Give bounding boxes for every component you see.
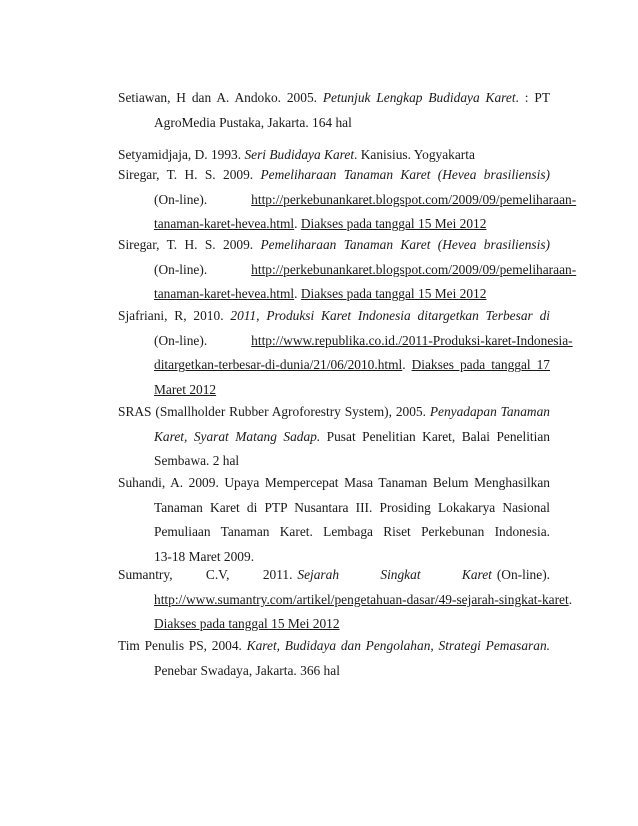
reference-url-link[interactable]: tanaman-karet-hevea.html — [154, 286, 295, 302]
article-title: Pemeliharaan Tanaman Karet (Hevea brasiliensis) — [260, 237, 550, 252]
access-date: Diakses pada tanggal 15 Mei 2012 — [300, 286, 487, 302]
reference-url-link[interactable]: ditargetkan-terbesar-di-dunia/21/06/2010.html — [154, 357, 403, 373]
reference-line: Sembawa. 2 hal — [154, 453, 240, 469]
article-title: Penyadapan Tanaman — [429, 404, 550, 419]
access-date: Diakses pada tanggal 15 Mei 2012 — [300, 216, 487, 232]
reference-siregar-1 — [118, 163, 577, 237]
reference-line: Penebar Swadaya, Jakarta. 366 hal — [154, 662, 340, 678]
reference-line: tanaman-karet-hevea.html. Diakses pada tanggal 15 Mei 2012 — [154, 286, 487, 302]
reference-line: SRAS (Smallholder Rubber Agroforestry System), 2005. Penyadapan Tanaman — [118, 404, 550, 419]
reference-line: 13-18 Maret 2009. — [154, 549, 255, 565]
reference-sjafriani — [118, 304, 573, 403]
reference-sras — [118, 400, 550, 474]
reference-line: Pemuliaan Tanaman Karet. Lembaga Riset Perkebunan Indonesia. — [154, 524, 550, 540]
reference-siregar-2 — [118, 233, 577, 307]
reference-line: ditargetkan-terbesar-di-dunia/21/06/2010.html. Diakses pada tanggal 17 — [154, 357, 550, 373]
article-title: 2011, Produksi Karet Indonesia ditargetkan Terbesar di — [230, 308, 550, 323]
reference-suhandi — [118, 471, 550, 570]
reference-line: Karet, Syarat Matang Sadap. Pusat Penelitian Karet, Balai Penelitian — [154, 428, 550, 444]
reference-line: Tim Penulis PS, 2004. Karet, Budidaya dan Pengolahan, Strategi Pemasaran. — [118, 638, 550, 653]
reference-url-link[interactable]: http://perkebunankaret.blogspot.com/2009/09/pemeliharaan- — [251, 261, 577, 277]
book-title: Petunjuk Lengkap Budidaya Karet — [322, 90, 516, 105]
reference-line: Siregar, T. H. S. 2009. Pemeliharaan Tanaman Karet (Hevea brasiliensis) — [118, 163, 550, 188]
reference-sumantry — [118, 563, 573, 637]
book-title: Karet, Budidaya dan Pengolahan, Strategi Pemasaran. — [246, 638, 550, 653]
reference-url-link[interactable]: tanaman-karet-hevea.html — [154, 216, 295, 232]
access-date: Diakses pada tanggal 17 — [411, 357, 550, 373]
reference-line: (On-line). http://perkebunankaret.blogspot.com/2009/09/pemeliharaan- — [154, 261, 577, 277]
reference-line: Siregar, T. H. S. 2009. Pemeliharaan Tanaman Karet (Hevea brasiliensis) — [118, 233, 550, 258]
reference-line: Tanaman Karet di PTP Nusantara III. Prosiding Lokakarya Nasional — [154, 499, 550, 515]
access-date: Maret 2012 — [154, 382, 217, 398]
reference-url-link[interactable]: http://www.sumantry.com/artikel/pengetahuan-dasar/49-sejarah-singkat-karet — [154, 591, 569, 607]
reference-line: AgroMedia Pustaka, Jakarta. 164 hal — [154, 114, 352, 130]
reference-url-link[interactable]: http://www.republika.co.id./2011-Produksi-karet-Indonesia- — [251, 332, 573, 348]
article-title: Sejarah Singkat Karet — [297, 567, 492, 582]
reference-line: http://www.sumantry.com/artikel/pengetahuan-dasar/49-sejarah-singkat-karet. — [154, 591, 573, 607]
reference-line: tanaman-karet-hevea.html. Diakses pada tanggal 15 Mei 2012 — [154, 216, 487, 232]
reference-setiawan — [118, 86, 550, 135]
reference-line: (On-line). http://perkebunankaret.blogspot.com/2009/09/pemeliharaan- — [154, 191, 577, 207]
article-title: Pemeliharaan Tanaman Karet (Hevea brasiliensis) — [260, 167, 550, 182]
reference-line: Setiawan, H dan A. Andoko. 2005. Petunjuk Lengkap Budidaya Karet. : PT — [118, 90, 550, 105]
reference-line: Suhandi, A. 2009. Upaya Mempercepat Masa Tanaman Belum Menghasilkan — [118, 475, 550, 490]
reference-line: Setyamidjaja, D. 1993. Seri Budidaya Karet. Kanisius. Yogyakarta — [118, 147, 475, 162]
reference-line: Sumantry, C.V, 2011. Sejarah Singkat Karet (On-line). — [118, 563, 550, 588]
reference-url-link[interactable]: http://perkebunankaret.blogspot.com/2009/09/pemeliharaan- — [251, 191, 577, 207]
book-title: Seri Budidaya Karet — [244, 147, 355, 162]
reference-line: (On-line). http://www.republika.co.id./2011-Produksi-karet-Indonesia- — [154, 332, 573, 348]
access-date: Diakses pada tanggal 15 Mei 2012 — [154, 616, 340, 632]
reference-line: Sjafriani, R, 2010. 2011, Produksi Karet Indonesia ditargetkan Terbesar di — [118, 304, 550, 329]
reference-tim-penulis — [118, 634, 550, 683]
